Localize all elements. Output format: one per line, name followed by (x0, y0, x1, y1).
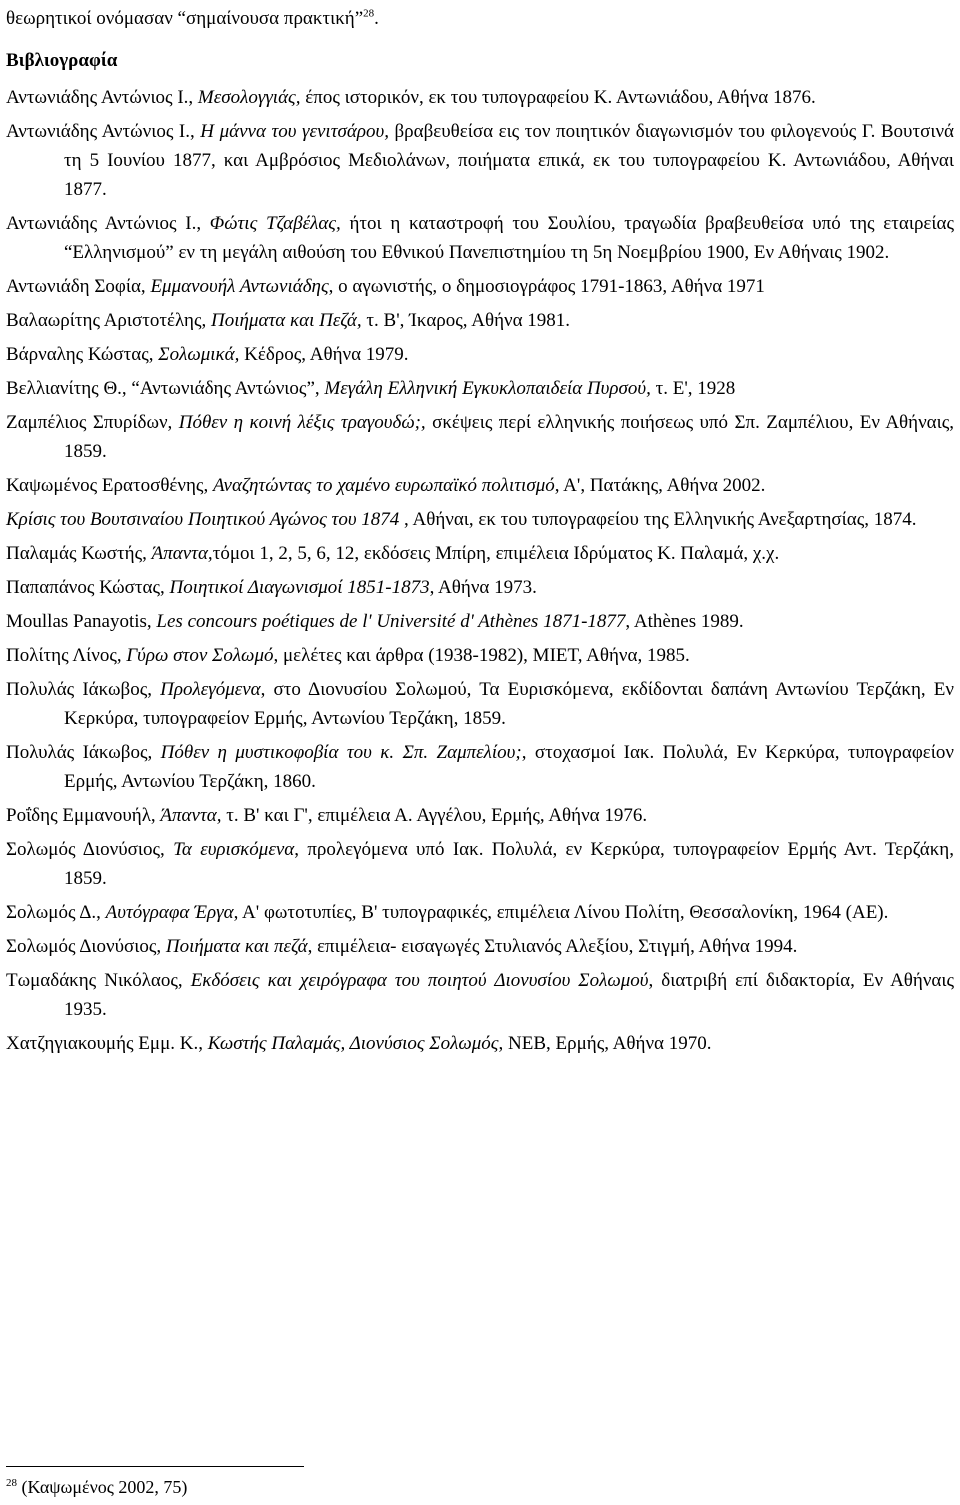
bibliography-heading: Βιβλιογραφία (6, 50, 118, 71)
entry-title: Ποιήματα και Πεζά, (211, 310, 362, 331)
entry-title: Άπαντα, (151, 543, 213, 564)
entry-text: Παπαπάνος Κώστας, (6, 577, 170, 598)
entry-text: , στο Διονυσίου Σολωμού, Τα Ευρισκόμενα, εκδίδονται δαπάνη Αντωνίου Τερζάκη, Εν Κερκύρα, τυπογραφείον Ερμής, Αντωνίου Τερζάκη, 1859. (64, 679, 954, 729)
bibliography-entry (6, 607, 954, 636)
bibliography-entry (6, 966, 954, 1024)
entry-title: Πόθεν η κοινή λέξις τραγουδώ;, (178, 412, 426, 433)
entry-title: Η μάννα του γενιτσάρου, (200, 121, 389, 142)
entry-text: τόμοι 1, 2, 5, 6, 12, εκδόσεις Μπίρη, επιμέλεια Ιδρύματος Κ. Παλαμά, χ.χ. (212, 543, 780, 564)
entry-text: Αντωνιάδης Αντώνιος Ι., (6, 213, 210, 234)
intro-text: θεωρητικοί ονόμασαν “σημαίνουσα πρακτική” (6, 8, 364, 29)
entry-text: , επιμέλεια- εισαγωγές Στυλιανός Αλεξίου, Στιγμή, Αθήνα 1994. (307, 936, 798, 957)
entry-text: Σολωμός Διονύσιος, (6, 839, 174, 860)
entry-text: σκέψεις περί ελληνικής ποιήσεως υπό Σπ. Ζαμπέλιου, Εν Αθήναις, 1859. (64, 412, 955, 462)
entry-title: Εμμανουήλ Αντωνιάδης (150, 276, 329, 297)
entry-title: Σολωμικά, (158, 344, 240, 365)
bibliography-entry (6, 374, 954, 403)
entry-text: , Αθήναι, εκ του τυπογραφείου της Ελληνικής Ανεξαρτησίας, 1874. (399, 509, 917, 530)
entry-title: Εκδόσεις και χειρόγραφα του ποιητού Διονυσίου Σολωμού (190, 970, 649, 991)
entry-text: , μελέτες και άρθρα (1938-1982), ΜΙΕΤ, Αθήνα, 1985. (273, 645, 690, 666)
entry-text: βραβευθείσα εις τον ποιητικόν διαγωνισμόν του φιλογενούς Γ. Βουτσινά τη 5 Ιουνίου 1877, και Αμβρόσιος Μεδιολάνων, ποιήματα επικά, εκ του τυπογραφείου Κ. Αντωνιάδου, Αθήναι 1877. (64, 121, 954, 200)
bibliography-entry (6, 340, 954, 369)
entry-text: Βαλαωρίτης Αριστοτέλης, (6, 310, 212, 331)
intro-line (6, 4, 954, 33)
entry-text: Βελλιανίτης Θ., “Αντωνιάδης Αντώνιος”, (6, 378, 325, 399)
entry-text: Αντωνιάδη Σοφία, (6, 276, 151, 297)
bibliography-entry (6, 306, 954, 335)
entry-title: Les concours poétiques de l' Université d' Athènes 1871-1877 (156, 611, 626, 632)
bibliography-entry (6, 738, 954, 796)
entry-text: Σολωμός Διονύσιος, (6, 936, 166, 957)
entry-text: Moullas Panayotis, (6, 611, 157, 632)
entry-text: Ροΐδης Εμμανουήλ, (6, 805, 161, 826)
entry-text: ήτοι η καταστροφή του Σουλίου, τραγωδία βραβευθείσα υπό της εταιρείας “Ελληνισμού” εν τη μεγάλη αιθούση του Εθνικού Πανεπιστημίου τη 5η Νοεμβρίου 1900, Εν Αθήναις 1902. (64, 213, 954, 263)
entry-title: Μεγάλη Ελληνική Εγκυκλοπαιδεία Πυρσού, (324, 378, 651, 399)
entry-title: Αναζητώντας το χαμένο ευρωπαϊκό πολιτισμό (212, 475, 555, 496)
entry-text: , στοχασμοί Ιακ. Πολυλά, Εν Κερκύρα, τυπογραφείον Ερμής, Αντωνίου Τερζάκη, 1860. (64, 742, 954, 792)
bibliography-entry (6, 471, 954, 500)
entry-text: Πολυλάς Ιάκωβος, (6, 742, 161, 763)
entry-title: Αυτόγραφα Έργα (105, 902, 234, 923)
entry-text: Πολυλάς Ιάκωβος, (6, 679, 161, 700)
entry-title: Πόθεν η μυστικοφοβία του κ. Σπ. Ζαμπελίου; (160, 742, 522, 763)
entry-text: , Α', Πατάκης, Αθήνα 2002. (554, 475, 766, 496)
entry-text: Αντωνιάδης Αντώνιος Ι., (6, 87, 198, 108)
entry-title: Φώτις Τζαβέλας, (209, 213, 341, 234)
footnote (6, 1475, 187, 1499)
bibliography-entry (6, 898, 954, 927)
bibliography-entry (6, 209, 954, 267)
entry-text: , ΝΕΒ, Ερμής, Αθήνα 1970. (498, 1033, 712, 1054)
entry-title: Άπαντα, (160, 805, 222, 826)
bibliography-entry (6, 1029, 954, 1058)
bibliography-entry (6, 505, 954, 534)
bibliography-entry (6, 408, 954, 466)
entry-title: Μεσολογγιάς, (197, 87, 301, 108)
entry-title: Τα ευρισκόμενα (173, 839, 295, 860)
footnote-reference[interactable]: 28 (363, 7, 375, 20)
entry-text: Καψωμένος Ερατοσθένης, (6, 475, 213, 496)
entry-title: Κρίσις του Βουτσιναίου Ποιητικού Αγώνος του 1874 (6, 509, 400, 530)
document-page (6, 0, 954, 1063)
bibliography-entry (6, 932, 954, 961)
bibliography-entry (6, 83, 954, 112)
bibliography-entry (6, 539, 954, 568)
entry-text: Σολωμός Δ., (6, 902, 106, 923)
footnote-text: (Καψωμένος 2002, 75) (17, 1477, 188, 1497)
entry-text: έπος ιστορικόν, εκ του τυπογραφείου Κ. Αντωνιάδου, Αθήνα 1876. (300, 87, 816, 108)
entry-text: , Αθήνα 1973. (429, 577, 537, 598)
bibliography-entry (6, 675, 954, 733)
entry-text: Χατζηγιακουμής Εμμ. Κ., (6, 1033, 208, 1054)
intro-period: . (374, 8, 379, 29)
entry-text: Ζαμπέλιος Σπυρίδων, (6, 412, 179, 433)
entry-text: Βάρναλης Κώστας, (6, 344, 159, 365)
entry-text: Πολίτης Λίνος, (6, 645, 127, 666)
bibliography-entry (6, 641, 954, 670)
entry-title: Ποιήματα και πεζά (165, 936, 308, 957)
entry-text: τ. Β', Ίκαρος, Αθήνα 1981. (361, 310, 571, 331)
entry-text: τ. Ε', 1928 (650, 378, 736, 399)
bibliography-entry (6, 272, 954, 301)
entry-text: Τωμαδάκης Νικόλαος, (6, 970, 191, 991)
bibliography-entry (6, 835, 954, 893)
entry-title: Κωστής Παλαμάς, Διονύσιος Σολωμός (207, 1033, 499, 1054)
entry-text: Κέδρος, Αθήνα 1979. (239, 344, 409, 365)
bibliography-entry (6, 573, 954, 602)
entry-text: , Athènes 1989. (625, 611, 744, 632)
entry-text: , προλεγόμενα υπό Ιακ. Πολυλά, εν Κερκύρα, τυπογραφείον Ερμής Αντ. Τερζάκη, 1859. (64, 839, 954, 889)
bibliography-list (6, 83, 954, 1058)
entry-title: Ποιητικοί Διαγωνισμοί 1851-1873 (169, 577, 430, 598)
bibliography-entry (6, 117, 954, 204)
bibliography-entry (6, 801, 954, 830)
entry-text: τ. Β' και Γ', επιμέλεια Α. Αγγέλου, Ερμής, Αθήνα 1976. (221, 805, 648, 826)
entry-text: , ο αγωνιστής, ο δημοσιογράφος 1791-1863, Αθήνα 1971 (328, 276, 765, 297)
entry-text: , διατριβή επί διδακτορία, Εν Αθήναις 1935. (64, 970, 955, 1020)
entry-text: Αντωνιάδης Αντώνιος Ι., (6, 121, 201, 142)
entry-text: Παλαμάς Κωστής, (6, 543, 152, 564)
entry-title: Προλεγόμενα (160, 679, 261, 700)
entry-text: , Α' φωτοτυπίες, Β' τυπογραφικές, επιμέλεια Λίνου Πολίτη, Θεσσαλονίκη, 1964 (ΑΕ). (233, 902, 889, 923)
footnote-number: 28 (6, 1477, 17, 1489)
entry-title: Γύρω στον Σολωμό (126, 645, 274, 666)
footnote-separator (6, 1466, 304, 1467)
